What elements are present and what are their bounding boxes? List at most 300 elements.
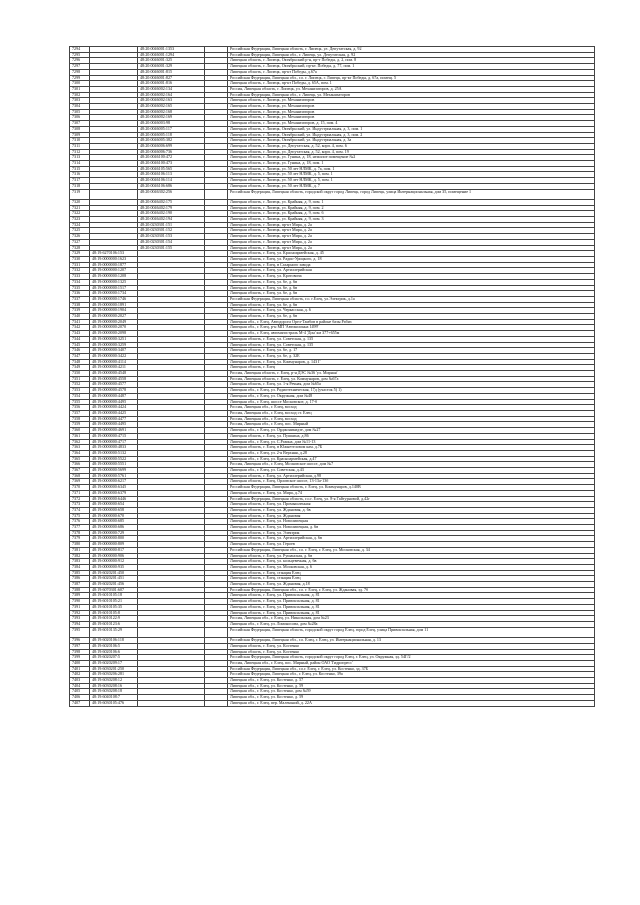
address-cell: Липецкая область, г. Липецк, пр-кт Мира, д. 2а bbox=[228, 234, 595, 240]
cadastral-parcel-cell: 48:19:0000000:2027 bbox=[90, 314, 138, 320]
cadastral-parcel-cell: 48:19:0000000:5551 bbox=[90, 462, 138, 468]
address-cell: Липецкая обл., г. Елец, ул. 2-я Верхняя, д.28 bbox=[228, 450, 595, 456]
address-cell: Липецкая область, г. Липецк, пр-кт Победы, д. 65А, пом. 1 bbox=[228, 81, 595, 87]
address-cell: Россия, Липецкая обл., г. Елец, пос. Мирный, район ОАО 'Гидропресс' bbox=[228, 660, 595, 666]
address-cell: Российская Федерация, Липецкая область, г.о. г.Елец, ул.Электрик, д.1а bbox=[228, 296, 595, 302]
row-number-cell: 7326 bbox=[70, 234, 90, 240]
cadastral-parcel-cell: 48:19:0000000:4424 bbox=[90, 405, 138, 411]
row-number-cell: 7371 bbox=[70, 490, 90, 496]
cadastral-parcel-cell: 48:19:0000000:4211 bbox=[90, 365, 138, 371]
row-number-cell: 7316 bbox=[70, 172, 90, 178]
cadastral-object-cell: 48:20:0046002:165 bbox=[138, 104, 205, 110]
cadastral-object-cell: 48:20:0046001:815 bbox=[138, 69, 205, 75]
row-number-cell: 7348 bbox=[70, 359, 90, 365]
row-number-cell: 7302 bbox=[70, 92, 90, 98]
row-number-cell: 7405 bbox=[70, 689, 90, 695]
row-number-cell: 7368 bbox=[70, 473, 90, 479]
row-number-cell: 7311 bbox=[70, 143, 90, 149]
cadastral-parcel-cell: 48:19:0000000:4425 bbox=[90, 410, 138, 416]
address-cell: Липецкая область, г. Елец, ул. Ждановая bbox=[228, 513, 595, 519]
cadastral-parcel-cell: 48:19:0000000:1208 bbox=[90, 274, 138, 280]
cadastral-parcel-cell bbox=[90, 189, 138, 199]
address-cell: Российская Федерация, Липецкая обл., г. Липецк, ул. Депутатская, д. 92 bbox=[228, 52, 595, 58]
row-number-cell: 7296 bbox=[70, 58, 90, 64]
row-number-cell: 7399 bbox=[70, 655, 90, 661]
address-cell: Липецкая область, г. Елец, ул. Героев bbox=[228, 542, 595, 548]
cadastral-object-cell: 48:20:0046005:382 bbox=[138, 138, 205, 144]
row-number-cell: 7352 bbox=[70, 382, 90, 388]
address-cell: Липецкая обл., г. Елец, автомагистраль М-4 'Дон' км 377+655м bbox=[228, 331, 595, 337]
address-cell: Липецкая область, г. Липецк, ул. Механизаторов bbox=[228, 109, 595, 115]
row-number-cell: 7297 bbox=[70, 64, 90, 70]
cadastral-object-cell: 48:20:0046402:190 bbox=[138, 211, 205, 217]
address-cell: Липецкая область, г. Липецк, ул. Механизаторов bbox=[228, 98, 595, 104]
address-cell: Россия, Липецкая область, г. Елец, р-н ДЭС №36 'ул. Мирная' bbox=[228, 371, 595, 377]
cadastral-parcel-cell: 48:19:6030105:476 bbox=[90, 700, 138, 706]
address-cell: Липецкая область, г. Липецк, ул. Депутатская, д. 52, корп. 4, пом. 6 bbox=[228, 143, 595, 149]
address-cell: Липецкая область, г. Елец, ул. Радио-Урицкого, д. 18 bbox=[228, 257, 595, 263]
row-number-cell: 7382 bbox=[70, 553, 90, 559]
row-number-cell: 7384 bbox=[70, 564, 90, 570]
row-number-cell: 7347 bbox=[70, 353, 90, 359]
row-number-cell: 7380 bbox=[70, 542, 90, 548]
address-cell: Липецкая обл., г. Елец, ул. Радиотехническая, 17д (участок 5) 1) bbox=[228, 388, 595, 394]
row-number-cell: 7312 bbox=[70, 149, 90, 155]
cadastral-object-cell: 48:20:0230301:152 bbox=[138, 228, 205, 234]
row-number-cell: 7362 bbox=[70, 439, 90, 445]
row-number-cell: 7393 bbox=[70, 616, 90, 622]
row-number-cell: 7366 bbox=[70, 462, 90, 468]
row-number-cell: 7332 bbox=[70, 268, 90, 274]
cadastral-parcel-cell: 48:19:6020209:17 bbox=[90, 660, 138, 666]
cadastral-parcel-cell: 48:19:6070301:607 bbox=[90, 587, 138, 593]
cadastral-parcel-cell: 48:19:0000000:3422 bbox=[90, 353, 138, 359]
row-number-cell: 7318 bbox=[70, 183, 90, 189]
address-cell: Липецкая обл., г. Елец, Автодорога Орел-Тамбов в районе базы Рабиз bbox=[228, 319, 595, 325]
cadastral-parcel-cell: 48:19:0000000:5699 bbox=[90, 468, 138, 474]
table-row bbox=[70, 700, 595, 706]
cadastral-parcel-cell: 48:19:6010135:29 bbox=[90, 627, 138, 637]
address-cell: Российская Федерация, Липецкая обл., г. Елец, ул. Костенко, 39а bbox=[228, 672, 595, 678]
address-cell: Липецкая область, г. Елец, ул. 6е, д. 6в bbox=[228, 302, 595, 308]
address-cell: Липецкая область, г. Елец, станция Елец bbox=[228, 570, 595, 576]
row-number-cell: 7305 bbox=[70, 109, 90, 115]
address-cell: Липецкая область, г. Липецк, ул. Механизаторов bbox=[228, 104, 595, 110]
row-number-cell: 7325 bbox=[70, 228, 90, 234]
address-cell: Липецкая область, г. Елец, ул. 1-я Речная, дом №65а bbox=[228, 382, 595, 388]
address-cell: Липецкая область, г. Елец, ул. Артиллерийская, д.98 bbox=[228, 473, 595, 479]
row-number-cell: 7334 bbox=[70, 279, 90, 285]
row-number-cell: 7320 bbox=[70, 199, 90, 205]
row-number-cell: 7373 bbox=[70, 502, 90, 508]
address-cell: Липецкая область, г. Елец, станция Елец bbox=[228, 576, 595, 582]
address-cell: Липецкая область, г. Елец, ул. Ждановая, д.18 bbox=[228, 582, 595, 588]
cadastral-parcel-cell: 48:19:0000000:912 bbox=[90, 559, 138, 565]
row-number-cell: 7394 bbox=[70, 622, 90, 628]
address-cell: Липецкая область, г. Липецк, Октябрьский, ул. Индустриальная, д. 3а bbox=[228, 138, 595, 144]
row-number-cell: 7343 bbox=[70, 331, 90, 337]
cadastral-parcel-cell: 48:19:0000000:1891 bbox=[90, 302, 138, 308]
row-number-cell: 7386 bbox=[70, 576, 90, 582]
cadastral-parcel-cell: 48:19:6020207:5 bbox=[90, 655, 138, 661]
row-number-cell: 7378 bbox=[70, 530, 90, 536]
cadastral-parcel-cell: 48:19:6010123:6 bbox=[90, 622, 138, 628]
row-number-cell: 7372 bbox=[70, 496, 90, 502]
address-cell: Липецкая область, г. Липецк, ул. 50 лет НЛМК, д. 5, пом. 1 bbox=[228, 178, 595, 184]
cadastral-parcel-cell: 48:19:0000000:1904 bbox=[90, 308, 138, 314]
cadastral-object-cell: 48:20:0046105:565 bbox=[138, 166, 205, 172]
cadastral-parcel-cell: 48:19:0000000:1325 bbox=[90, 279, 138, 285]
address-cell: Липецкая область, г. Липецк, ул. Крайняя, д. 9, пом. 1 bbox=[228, 199, 595, 205]
row-number-cell: 7357 bbox=[70, 410, 90, 416]
row-number-cell: 7356 bbox=[70, 405, 90, 411]
cadastral-parcel-cell: 48:19:0000000:4495 bbox=[90, 399, 138, 405]
address-cell: Липецкая область, г. Елец, ул. 6е, д. 17 bbox=[228, 348, 595, 354]
cadastral-parcel-cell: 48:19:0000000:1517 bbox=[90, 285, 138, 291]
row-number-cell: 7390 bbox=[70, 599, 90, 605]
cadastral-parcel-cell: 48:19:6020201:450 bbox=[90, 570, 138, 576]
row-number-cell: 7376 bbox=[70, 519, 90, 525]
cadastral-parcel-cell: 48:19:6010105:35 bbox=[90, 604, 138, 610]
address-cell: Россия, Липецкая обл., г. Елец, восход ст. Елец bbox=[228, 410, 595, 416]
address-cell: Российская Федерация, Липецкая обл., г.о. Елец, г. Елец, ул. Интернациональная, д. 13 bbox=[228, 638, 595, 644]
cadastral-parcel-cell: 48:19:0000000:654 bbox=[90, 502, 138, 508]
row-number-cell: 7361 bbox=[70, 433, 90, 439]
address-cell: Липецкая область, г. Липецк, Октябрьский, ул. Индустриальная, д. 3, пом. 1 bbox=[228, 126, 595, 132]
address-cell: Липецкая область, г. Липецк, ул. Механизаторов bbox=[228, 115, 595, 121]
cadastral-parcel-cell: 48:19:0000000:5132 bbox=[90, 450, 138, 456]
address-cell: Липецкая область, г. Елец, ул. Кротовича bbox=[228, 274, 595, 280]
address-cell: Российская Федерация, Липецкая область, г.о.г. Елец, ул. 8-я Гайтурновой, д.42г bbox=[228, 496, 595, 502]
row-number-cell: 7383 bbox=[70, 559, 90, 565]
address-cell: Липецкая область, г. Елец bbox=[228, 365, 595, 371]
address-cell: Липецкая область, г. Елец, ул. Мира, д.74 bbox=[228, 490, 595, 496]
property-table bbox=[69, 46, 595, 707]
row-number-cell: 7333 bbox=[70, 274, 90, 280]
cadastral-object-cell: 48:20:0046002:169 bbox=[138, 115, 205, 121]
address-cell: Липецкая область, г. Липецк, пр-кт Мира, д. 2а bbox=[228, 228, 595, 234]
address-cell: Липецкая обл., г. Елец, ул. Костенко, д. 59 bbox=[228, 695, 595, 701]
address-cell: Липецкая обл., г. Елец, ул. Костенко, д. 59 bbox=[228, 683, 595, 689]
row-number-cell: 7353 bbox=[70, 388, 90, 394]
row-number-cell: 7331 bbox=[70, 262, 90, 268]
address-cell: Липецкая область, г. Елец, ул. 6е, д. 32Е bbox=[228, 353, 595, 359]
address-cell: Липецкая область, г. Елец, ул. Привокзальная, д. 81 bbox=[228, 604, 595, 610]
cadastral-parcel-cell: 48:19:0000000:3251 bbox=[90, 336, 138, 342]
address-cell: Липецкая область, г. Елец, ул. Рушанская, д. 6в bbox=[228, 553, 595, 559]
cadastral-object-cell: 48:20:0046106:114 bbox=[138, 178, 205, 184]
address-cell: Липецкая область, г. Елец, ул. 6е, д. 6в bbox=[228, 314, 595, 320]
address-cell: Липецкая область, г. Елец, ул. Промышленная bbox=[228, 502, 595, 508]
cadastral-parcel-cell: 48:19:0000000:2049 bbox=[90, 319, 138, 325]
address-cell: Липецкая область, г. Липецк, пр-кт Мира, д. 2а bbox=[228, 222, 595, 228]
row-number-cell: 7314 bbox=[70, 161, 90, 167]
row-number-cell: 7308 bbox=[70, 126, 90, 132]
row-number-cell: 7322 bbox=[70, 211, 90, 217]
row-number-cell: 7340 bbox=[70, 314, 90, 320]
cadastral-object-cell bbox=[138, 700, 205, 706]
cadastral-parcel-cell: 48:19:0000000:729 bbox=[90, 530, 138, 536]
row-number-cell: 7303 bbox=[70, 98, 90, 104]
cadastral-object-cell: 48:20:0046100:472 bbox=[138, 155, 205, 161]
row-number-cell: 7294 bbox=[70, 47, 90, 53]
row-number-cell: 7349 bbox=[70, 365, 90, 371]
row-number-cell: 7364 bbox=[70, 450, 90, 456]
cadastral-parcel-cell: 48:19:0000000:4715 bbox=[90, 433, 138, 439]
row-number-cell: 7351 bbox=[70, 376, 90, 382]
address-cell: Липецкая область, г. Липецк, ул. 50 лет НЛМК, д. 7 bbox=[228, 183, 595, 189]
cadastral-object-cell: 48:20:0046302:256 bbox=[138, 189, 205, 199]
address-cell: Россия, Липецкая область, г. Липецк, ул. Механизаторов, д. 25А bbox=[228, 86, 595, 92]
row-number-cell: 7365 bbox=[70, 456, 90, 462]
address-cell: Липецкая обл., г. Елец, ул. Костенко, д. 57 bbox=[228, 678, 595, 684]
address-cell: Липецкая область, г. Елец, в Сахарного завода bbox=[228, 262, 595, 268]
cadastral-parcel-cell: 48:19:0000000:906 bbox=[90, 553, 138, 559]
row-number-cell: 7359 bbox=[70, 422, 90, 428]
row-number-cell: 7330 bbox=[70, 257, 90, 263]
row-number-cell: 7310 bbox=[70, 138, 90, 144]
address-cell: Липецкая область, г. Елец, ул. Костенко bbox=[228, 643, 595, 649]
empty-cell bbox=[205, 700, 228, 706]
address-cell: Липецкая обл., г. Елец, шоссе Московское, д. 17-б bbox=[228, 399, 595, 405]
row-number-cell: 7327 bbox=[70, 239, 90, 245]
address-cell: Липецкая область, г. Елец, Орловское шоссе, 13-13а-13б bbox=[228, 479, 595, 485]
address-cell: Липецкая область, г. Липецк, ул. Депутатская, д. 52, корп. 4, пом. 19 bbox=[228, 149, 595, 155]
cadastral-parcel-cell: 48:19:6010105:8 bbox=[90, 610, 138, 616]
cadastral-parcel-cell: 48:19:0000000:4577 bbox=[90, 382, 138, 388]
row-number-cell: 7323 bbox=[70, 217, 90, 223]
cadastral-parcel-cell: 48:19:0000000:2098 bbox=[90, 331, 138, 337]
row-number-cell: 7404 bbox=[70, 683, 90, 689]
row-number-cell: 7360 bbox=[70, 428, 90, 434]
row-number-cell: 7342 bbox=[70, 325, 90, 331]
address-cell: Липецкая область, г. Елец, ул. 6е, д. 6в bbox=[228, 291, 595, 297]
address-cell: Россия, Липецкая область, г. Елец, ул. Коммунаров, дом №67а bbox=[228, 376, 595, 382]
address-cell: Липецкая область, г. Липецк, ул. Гунина, д. 18, пом. 1 bbox=[228, 161, 595, 167]
address-cell: Российская Федерация, Липецкая область, городской округ город Елец, город Елец, улица Привокзальная, дом 11 bbox=[228, 627, 595, 637]
row-number-cell: 7313 bbox=[70, 155, 90, 161]
cadastral-object-cell: 48:20:0046100:473 bbox=[138, 161, 205, 167]
cadastral-object-cell: 48:20:0046002:134 bbox=[138, 86, 205, 92]
cadastral-parcel-cell: 48:19:0000000:1746 bbox=[90, 296, 138, 302]
cadastral-object-cell: 48:20:0046001:827 bbox=[138, 75, 205, 81]
row-number-cell: 7385 bbox=[70, 570, 90, 576]
address-cell: Липецкая область, г. Елец, ул. Черкасская, д. 6 bbox=[228, 308, 595, 314]
address-cell: Россия, Липецкая обл., г. Елец, пос. Мирный bbox=[228, 422, 595, 428]
address-cell: Липецкая область, г. Липецк, пр-кт Мира, д. 2а bbox=[228, 239, 595, 245]
address-cell: Липецкая область, г. Елец, ул. Красноармейская, д. 45 bbox=[228, 251, 595, 257]
address-cell: Липецкая обл., г. Елец, ул. С.Разина, дом №11-13 bbox=[228, 439, 595, 445]
cadastral-parcel-cell: 48:19:0000000:3407 bbox=[90, 348, 138, 354]
row-number-cell: 7324 bbox=[70, 222, 90, 228]
address-cell: Липецкая область, г. Елец, ул. Советская, д. 135 bbox=[228, 336, 595, 342]
address-cell: Липецкая область, г. Елец, ул. Советская, д. 135 bbox=[228, 342, 595, 348]
cadastral-object-cell: 48:20:0046002:168 bbox=[138, 109, 205, 115]
cadastral-object-cell: 48:20:0046002:163 bbox=[138, 98, 205, 104]
address-cell: Липецкая область, г. Липецк, Октябрьский р-н, пр-т Победы, д. 2, пом. 8 bbox=[228, 58, 595, 64]
row-number-cell: 7391 bbox=[70, 604, 90, 610]
address-cell: Российская Федерация, Липецкая обл., г. Липецк, ул. Механизаторов bbox=[228, 92, 595, 98]
cadastral-parcel-cell: 48:19:0000000:1734 bbox=[90, 291, 138, 297]
document-page bbox=[69, 46, 579, 707]
row-number-cell: 7389 bbox=[70, 593, 90, 599]
cadastral-parcel-cell: 48:19:0000000:1623 bbox=[90, 257, 138, 263]
cadastral-parcel-cell: 48:19:6020106:5 bbox=[90, 643, 138, 649]
cadastral-object-cell: 48:20:0046006:699 bbox=[138, 143, 205, 149]
cadastral-parcel-cell: 48:19:0000000:5761 bbox=[90, 473, 138, 479]
address-cell: Липецкая область, г. Елец, ул. Коммунаров, д. 143 Г bbox=[228, 359, 595, 365]
address-cell: Липецкая область, г. Елец, ул. Костенко bbox=[228, 649, 595, 655]
address-cell: Липецкая область, г. Липецк, пр-кт Мира, д. 2а bbox=[228, 245, 595, 251]
cadastral-object-cell: 48:20:0046005:117 bbox=[138, 126, 205, 132]
cadastral-parcel-cell: 48:19:6010122:9 bbox=[90, 616, 138, 622]
row-number-cell: 7304 bbox=[70, 104, 90, 110]
cadastral-parcel-cell: 48:19:0000000:800 bbox=[90, 536, 138, 542]
row-number-cell: 7367 bbox=[70, 468, 90, 474]
cadastral-parcel-cell: 48:19:0000000:4558 bbox=[90, 376, 138, 382]
empty-cell bbox=[205, 189, 228, 199]
cadastral-parcel-cell: 48:19:0000000:658 bbox=[90, 507, 138, 513]
cadastral-object-cell: 48:20:0230301:155 bbox=[138, 245, 205, 251]
cadastral-parcel-cell: 48:19:0000000:6217 bbox=[90, 479, 138, 485]
address-cell: Российская Федерация, Липецкая обл., г.о.г. Елец, г. Елец, ул. Костенко, зд. 37Б bbox=[228, 666, 595, 672]
address-cell: Российская Федерация, Липецкая область, г. Елец, ул. Коммунаров, д.140В bbox=[228, 485, 595, 491]
address-cell: Липецкая область, г. Елец, ул. Новолипецкая, д. 6в bbox=[228, 525, 595, 531]
cadastral-parcel-cell: 48:19:6020106:118 bbox=[90, 638, 138, 644]
cadastral-parcel-cell: 48:19:0000000:809 bbox=[90, 542, 138, 548]
cadastral-parcel-cell: 48:19:0000000:4833 bbox=[90, 445, 138, 451]
address-cell: Липецкая обл., г. Елец, ул. Ломоносова, дом №28а bbox=[228, 622, 595, 628]
row-number-cell: 7387 bbox=[70, 582, 90, 588]
cadastral-parcel-cell: 48:19:6270106:153 bbox=[90, 251, 138, 257]
row-number-cell: 7298 bbox=[70, 69, 90, 75]
cadastral-parcel-cell: 48:19:0000000:6379 bbox=[90, 490, 138, 496]
row-number-cell: 7392 bbox=[70, 610, 90, 616]
cadastral-parcel-cell: 48:19:0000000:4691 bbox=[90, 428, 138, 434]
cadastral-object-cell: 48:20:0046006:736 bbox=[138, 149, 205, 155]
cadastral-object-cell: 48:20:0046106:686 bbox=[138, 183, 205, 189]
address-cell: Липецкая обл., г. Елец, р-н МП 'Автоколонна 1499' bbox=[228, 325, 595, 331]
row-number-cell: 7388 bbox=[70, 587, 90, 593]
row-number-cell: 7401 bbox=[70, 666, 90, 672]
address-cell: Российская Федерация, Липецкая обл., г.о. г. Елец, г. Елец, ул. Московская, д. 34 bbox=[228, 547, 595, 553]
address-cell: Российская Федерация, Липецкая область, г. Липецк, ул. Депутатская, д. 92 bbox=[228, 47, 595, 53]
address-cell: Россия, Липецкая обл., г. Елец, ул. Никольская, дом №23 bbox=[228, 616, 595, 622]
cadastral-parcel-cell: 48:19:0000000:1207 bbox=[90, 268, 138, 274]
cadastral-parcel-cell: 48:19:6030206:281 bbox=[90, 672, 138, 678]
cadastral-parcel-cell: 48:19:6020106:6 bbox=[90, 649, 138, 655]
cadastral-parcel-cell: 48:19:0000000:5522 bbox=[90, 456, 138, 462]
cadastral-object-cell: 48:20:0046001:1353 bbox=[138, 47, 205, 53]
cadastral-parcel-cell: 48:19:0000000:685 bbox=[90, 519, 138, 525]
row-number-cell: 7397 bbox=[70, 643, 90, 649]
address-cell: Липецкая область, г. Елец, ул. Новолипецкая bbox=[228, 519, 595, 525]
cadastral-object-cell: 48:20:0046106:113 bbox=[138, 172, 205, 178]
cadastral-parcel-cell: 48:19:0000000:6446 bbox=[90, 496, 138, 502]
address-cell: Липецкая область, г. Липецк, ул. Крайняя, д. 9, пом. 3 bbox=[228, 217, 595, 223]
address-cell: Липецкая обл., г. Елец, ул. Окружная, дом №48 bbox=[228, 393, 595, 399]
address-cell: Липецкая обл., г. Елец, ул. Костенко, дом №59 bbox=[228, 689, 595, 695]
address-cell: Липецкая область, г. Елец, ул. Артиллерийская bbox=[228, 268, 595, 274]
row-number-cell: 7379 bbox=[70, 536, 90, 542]
cadastral-parcel-cell: 48:19:0000000:6345 bbox=[90, 485, 138, 491]
cadastral-parcel-cell: 48:19:6010105:21 bbox=[90, 599, 138, 605]
address-cell: Липецкая область, г. Елец, ул. кольцевечная, д. 6в bbox=[228, 559, 595, 565]
cadastral-object-cell: 48:20:0230301:151 bbox=[138, 222, 205, 228]
row-number-cell: 7328 bbox=[70, 245, 90, 251]
cadastral-object-cell: 48:20:0046001:1294 bbox=[138, 52, 205, 58]
row-number-cell: 7398 bbox=[70, 649, 90, 655]
row-number-cell: 7370 bbox=[70, 485, 90, 491]
cadastral-object-cell: 48:20:0046001:325 bbox=[138, 58, 205, 64]
address-cell: Липецкая обл., г. Елец, ул. Советская, д.43 bbox=[228, 468, 595, 474]
row-number-cell: 7350 bbox=[70, 371, 90, 377]
cadastral-parcel-cell: 48:19:0000000:4717 bbox=[90, 439, 138, 445]
cadastral-parcel-cell: 48:19:0000000:935 bbox=[90, 564, 138, 570]
address-cell: Липецкая область, г. Елец, ул. Московская, д. 6 bbox=[228, 564, 595, 570]
address-cell: Липецкая область, г. Елец, ул. Артиллерийская, д. 6в bbox=[228, 536, 595, 542]
cadastral-parcel-cell: 48:19:6030201:250 bbox=[90, 666, 138, 672]
cadastral-object-cell: 48:20:0230301:154 bbox=[138, 239, 205, 245]
address-cell: Российская Федерация, Липецкая область, городской округ город Елец, г. Елец, ул. Окружная, зд. 54Г/2 bbox=[228, 655, 595, 661]
cadastral-parcel-cell: 48:19:0000000:4477 bbox=[90, 416, 138, 422]
cadastral-parcel-cell: 48:19:0000000:670 bbox=[90, 513, 138, 519]
address-cell: Российская Федерация, Липецкая обл., г.о. г. Липецк, г. Липецк, пр-кт Победы, д. 67а, помещ. 5 bbox=[228, 75, 595, 81]
cadastral-parcel-cell: 48:19:6040108:7 bbox=[90, 695, 138, 701]
cadastral-object-cell: 48:20:0046402:175 bbox=[138, 199, 205, 205]
address-cell: Липецкая область, г. Липецк, ул. Механизаторов, д. 15, пом. 4 bbox=[228, 121, 595, 127]
cadastral-object-cell bbox=[138, 627, 205, 637]
address-cell: Липецкая область, г. Елец, ул. Привокзальная, д. 81 bbox=[228, 610, 595, 616]
address-cell: Липецкая область, г. Липецк, пр-кт Победы, д.67а bbox=[228, 69, 595, 75]
address-cell: Липецкая область, г. Липецк, ул. Гунина, д. 18, нежилое помещение №2 bbox=[228, 155, 595, 161]
row-number-cell: 7339 bbox=[70, 308, 90, 314]
row-number-cell: 7346 bbox=[70, 348, 90, 354]
cadastral-parcel-cell: 48:19:6030208:12 bbox=[90, 678, 138, 684]
address-cell: Россия, Липецкая обл., г. Елец, восход bbox=[228, 416, 595, 422]
cadastral-parcel-cell: 48:19:6020201:451 bbox=[90, 576, 138, 582]
table-row bbox=[70, 627, 595, 637]
row-number-cell: 7329 bbox=[70, 251, 90, 257]
address-cell: Липецкая обл., г. Елец, пер. Маленький, д. 22А bbox=[228, 700, 595, 706]
address-cell: Липецкая область, г. Липецк, ул. 50 лет НЛМК, д. 5, пом. 1 bbox=[228, 172, 595, 178]
address-cell: Россия, Липецкая обл., г. Елец, восход bbox=[228, 405, 595, 411]
row-number-cell: 7395 bbox=[70, 627, 90, 637]
cadastral-object-cell: 48:20:0046002:164 bbox=[138, 92, 205, 98]
cadastral-parcel-cell: 48:19:6030208:16 bbox=[90, 683, 138, 689]
row-number-cell: 7381 bbox=[70, 547, 90, 553]
cadastral-parcel-cell: 48:19:0000000:1877 bbox=[90, 262, 138, 268]
row-number-cell: 7341 bbox=[70, 319, 90, 325]
cadastral-object-cell: 48:20:0046402:194 bbox=[138, 217, 205, 223]
address-cell: Липецкая область, г. Елец, ул. Ждановая, д. 6в bbox=[228, 507, 595, 513]
row-number-cell: 7299 bbox=[70, 75, 90, 81]
row-number-cell: 7375 bbox=[70, 513, 90, 519]
address-cell: Липецкая область, г. Елец, в Южнетеловом кам. д.7Б bbox=[228, 445, 595, 451]
row-number-cell: 7400 bbox=[70, 660, 90, 666]
row-number-cell: 7406 bbox=[70, 695, 90, 701]
row-number-cell: 7319 bbox=[70, 189, 90, 199]
row-number-cell: 7402 bbox=[70, 672, 90, 678]
row-number-cell: 7335 bbox=[70, 285, 90, 291]
row-number-cell: 7344 bbox=[70, 336, 90, 342]
cadastral-parcel-cell: 48:19:0000000:817 bbox=[90, 547, 138, 553]
cadastral-parcel-cell: 48:19:0000000:3259 bbox=[90, 342, 138, 348]
row-number-cell: 7301 bbox=[70, 86, 90, 92]
cadastral-object-cell: 48:20:0046402:179 bbox=[138, 205, 205, 211]
table-row bbox=[70, 189, 595, 199]
row-number-cell: 7396 bbox=[70, 638, 90, 644]
